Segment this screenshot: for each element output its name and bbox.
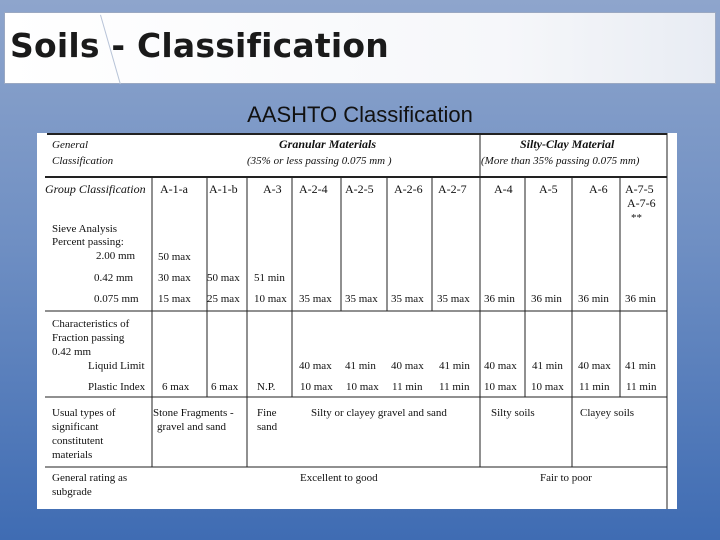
sieve-0075-a1b: 25 max (207, 293, 240, 305)
ll-a6: 40 max (578, 360, 611, 372)
group-a-4: A-4 (494, 182, 513, 196)
group-a-2-4: A-2-4 (299, 182, 328, 196)
ll-a24: 40 max (299, 360, 332, 372)
group-a-1-a: A-1-a (160, 182, 188, 196)
sieve-042-label: 0.42 mm (94, 272, 134, 284)
sieve-042-a3: 51 min (254, 272, 285, 284)
pi-a6: 11 min (579, 381, 610, 393)
rating-silty: Fair to poor (540, 472, 592, 484)
materials-label-line2: significant (52, 421, 99, 433)
sieve-0075-a1a: 15 max (158, 293, 191, 305)
sieve-0075-a26: 35 max (391, 293, 424, 305)
sieve-0075-a25: 35 max (345, 293, 378, 305)
liquid-limit-label: Liquid Limit (88, 360, 145, 372)
granular-note: (35% or less passing 0.075 mm ) (247, 155, 392, 167)
rating-granular: Excellent to good (300, 472, 378, 484)
group-a-5: A-5 (539, 182, 558, 196)
ll-a5: 41 min (532, 360, 563, 372)
pi-a1a: 6 max (162, 381, 190, 393)
stone-fragments-line1: Stone Fragments - (153, 407, 234, 419)
group-a-2-7: A-2-7 (438, 182, 467, 196)
rating-label-line1: General rating as (52, 472, 128, 484)
group-a-1-b: A-1-b (209, 182, 238, 196)
aashto-table (37, 133, 677, 509)
sieve-label-line2: Percent passing: (52, 236, 124, 248)
group-a-7-5: A-7-5 (625, 182, 654, 196)
granular-title: Granular Materials (279, 137, 377, 151)
sieve-0075-a4: 36 min (484, 293, 515, 305)
ll-a25: 41 min (345, 360, 376, 372)
group-classification-label: Group Classification (45, 182, 146, 196)
sieve-0075-a7: 36 min (625, 293, 656, 305)
sieve-0075-a5: 36 min (531, 293, 562, 305)
pi-a1b: 6 max (211, 381, 239, 393)
fine-sand-line1: Fine (257, 407, 277, 419)
pi-a5: 10 max (531, 381, 564, 393)
silty-gravel-sand: Silty or clayey gravel and sand (311, 407, 447, 419)
slide-title: Soils - Classification (10, 26, 389, 65)
ll-a26: 40 max (391, 360, 424, 372)
ll-a27: 41 min (439, 360, 470, 372)
fine-sand-line2: sand (257, 421, 278, 433)
materials-label-line4: materials (52, 449, 93, 461)
sieve-0075-label: 0.075 mm (94, 293, 139, 305)
pi-a3: N.P. (257, 381, 276, 393)
clayey-soils: Clayey soils (580, 407, 635, 419)
ll-a4: 40 max (484, 360, 517, 372)
silty-note: (More than 35% passing 0.075 mm) (481, 155, 640, 167)
group-a-6: A-6 (589, 182, 608, 196)
group-note: ** (631, 212, 642, 224)
materials-label-line3: constitutent (52, 435, 104, 447)
sieve-0075-a6: 36 min (578, 293, 609, 305)
pi-a4: 10 max (484, 381, 517, 393)
char-label-line2: Fraction passing (52, 332, 125, 344)
silty-soils: Silty soils (491, 407, 535, 419)
char-label-line3: 0.42 mm (52, 346, 92, 358)
sieve-2mm-a1a: 50 max (158, 251, 191, 263)
general-label-line1: General (52, 139, 89, 151)
sieve-042-a1b: 50 max (207, 272, 240, 284)
pi-a7: 11 min (626, 381, 657, 393)
pi-a27: 11 min (439, 381, 470, 393)
slide-subtitle: AASHTO Classification (247, 102, 473, 127)
sieve-0075-a3: 10 max (254, 293, 287, 305)
plastic-index-label: Plastic Index (88, 381, 146, 393)
sieve-0075-a27: 35 max (437, 293, 470, 305)
pi-a25: 10 max (346, 381, 379, 393)
char-label-line1: Characteristics of (52, 318, 130, 330)
sieve-042-a1a: 30 max (158, 272, 191, 284)
sieve-2mm-label: 2.00 mm (96, 250, 136, 262)
stone-fragments-line2: gravel and sand (157, 421, 227, 433)
group-a-2-6: A-2-6 (394, 182, 423, 196)
group-a-7-6: A-7-6 (627, 196, 656, 210)
group-a-3: A-3 (263, 182, 282, 196)
sieve-label-line1: Sieve Analysis (52, 223, 118, 235)
ll-a7: 41 min (625, 360, 656, 372)
group-a-2-5: A-2-5 (345, 182, 374, 196)
sieve-0075-a24: 35 max (299, 293, 332, 305)
general-label-line2: Classification (52, 155, 114, 167)
pi-a26: 11 min (392, 381, 423, 393)
pi-a24: 10 max (300, 381, 333, 393)
rating-label-line2: subgrade (52, 486, 92, 498)
materials-label-line1: Usual types of (52, 407, 116, 419)
silty-title: Silty-Clay Material (520, 137, 615, 151)
